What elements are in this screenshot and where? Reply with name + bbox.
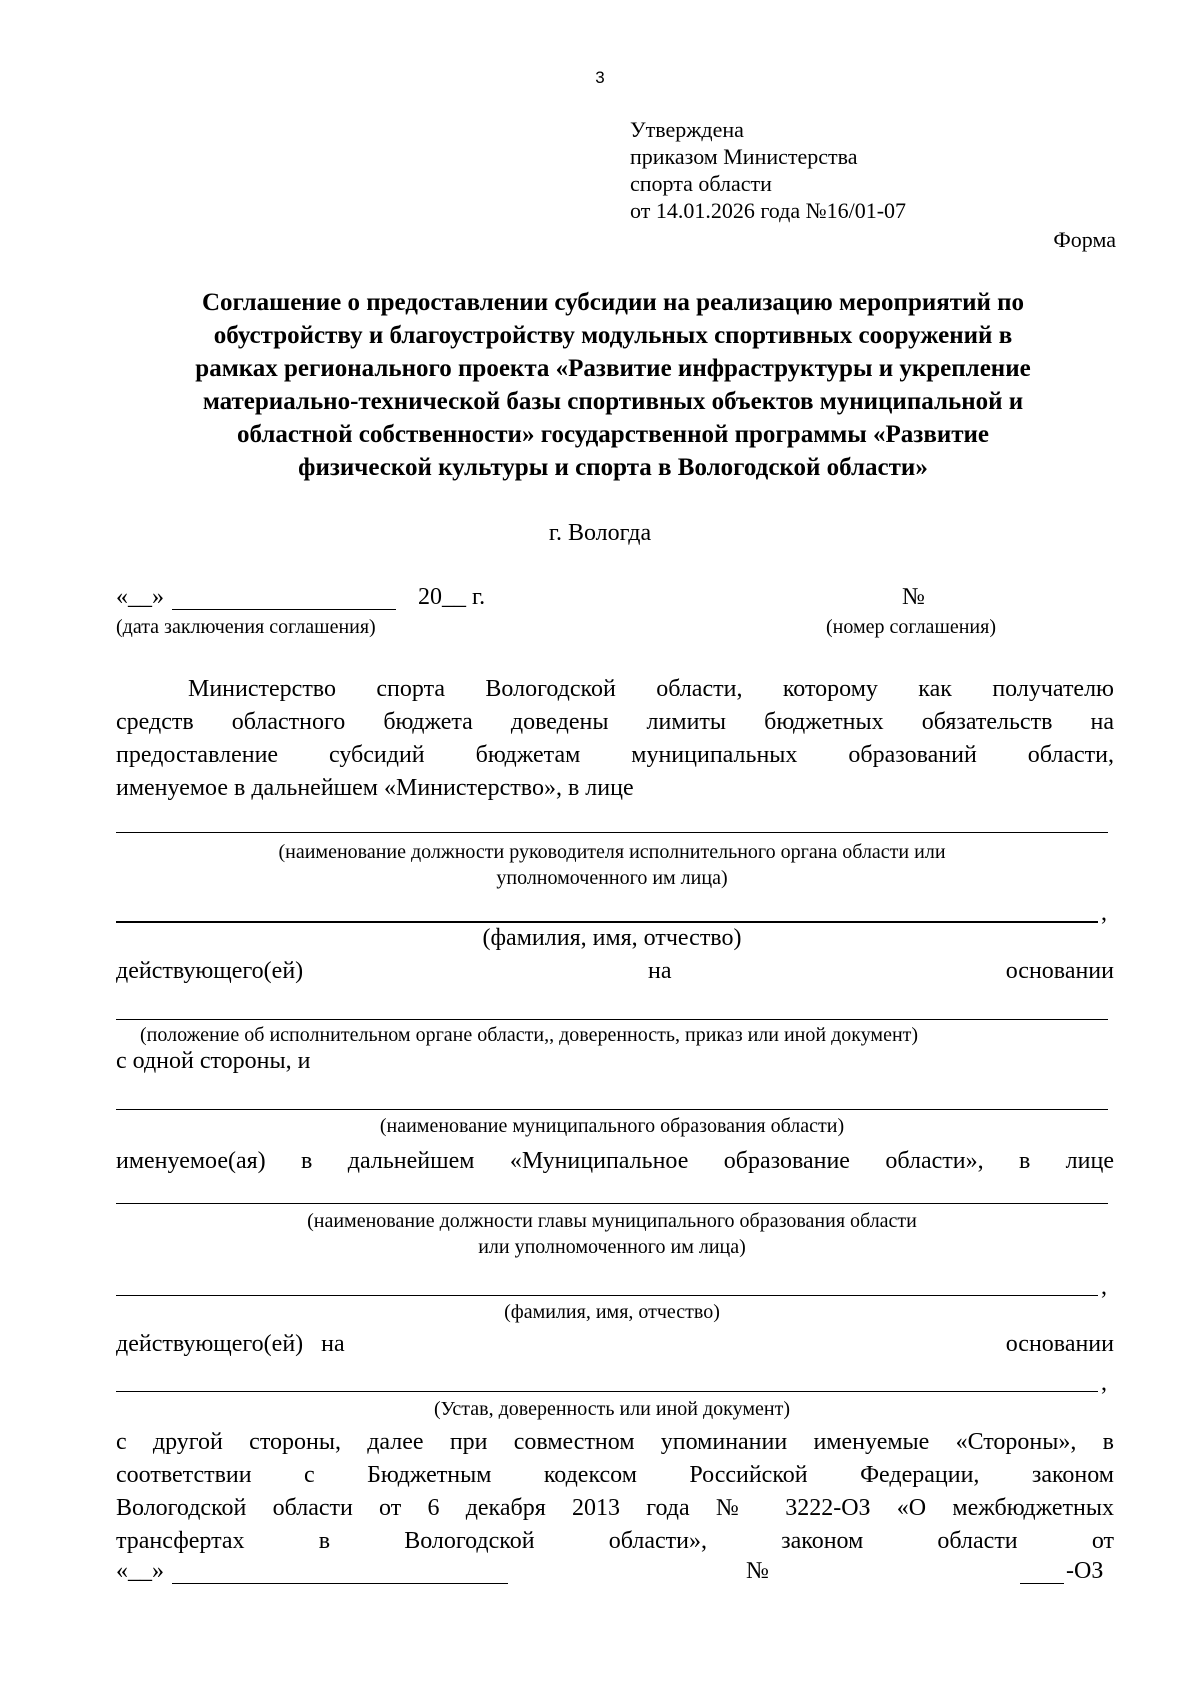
mo-basis-caption: (Устав, доверенность или иной документ) bbox=[434, 1398, 790, 1420]
date-year-field: 20__ г. bbox=[418, 584, 486, 610]
law-date-blank bbox=[172, 1583, 508, 1584]
law-suffix: -ОЗ bbox=[1066, 1558, 1104, 1584]
comma: , bbox=[1101, 1274, 1107, 1300]
agreement-number-sign: № bbox=[902, 584, 925, 610]
paragraph-line: Вологодской области от 6 декабря 2013 года № 3222-ОЗ «О межбюджетных bbox=[116, 1495, 1114, 1521]
approval-line: приказом Министерства bbox=[630, 144, 858, 169]
fio-blank-line bbox=[116, 921, 1098, 923]
law-number-blank bbox=[1020, 1583, 1064, 1584]
named-mo-paragraph bbox=[116, 1145, 1114, 1178]
municipality-blank-line bbox=[116, 1109, 1108, 1110]
intro-paragraph bbox=[116, 673, 1114, 805]
mo-fio-caption: (фамилия, имя, отчество) bbox=[504, 1301, 720, 1323]
acting-word: действующего(ей) bbox=[116, 958, 304, 984]
paragraph-line: Министерство спорта Вологодской области, которому как получателю bbox=[188, 676, 1114, 702]
date-caption: (дата заключения соглашения) bbox=[116, 616, 376, 638]
paragraph-line: именуемое в дальнейшем «Министерство», в лице bbox=[116, 775, 634, 801]
title-line: рамках регионального проекта «Развитие инфраструктуры и укрепление bbox=[195, 355, 1031, 382]
form-label: Форма bbox=[1053, 227, 1116, 252]
approval-line: спорта области bbox=[630, 171, 772, 196]
position-caption bbox=[116, 839, 1108, 891]
mo-fio-blank-line bbox=[116, 1295, 1098, 1296]
acting-word: на bbox=[648, 958, 672, 984]
title-line: материально-технической базы спортивных объектов муниципальной и bbox=[202, 388, 1024, 415]
city-name: г. Вологда bbox=[548, 520, 652, 546]
basis-blank-line bbox=[116, 1019, 1108, 1020]
basis-caption: (положение об исполнительном органе области,, доверенность, приказ или иной документ) bbox=[140, 1024, 919, 1046]
date-day-field: «__» bbox=[116, 584, 164, 610]
paragraph-line: трансфертах в Вологодской области», законом области от bbox=[116, 1528, 1114, 1554]
agreement-number-caption: (номер соглашения) bbox=[826, 616, 996, 638]
mo-position-blank-line bbox=[116, 1203, 1108, 1204]
title-line: обустройству и благоустройству модульных спортивных сооружений в bbox=[213, 322, 1013, 349]
position-blank-line bbox=[116, 832, 1108, 833]
mo-basis-blank-line bbox=[116, 1391, 1098, 1392]
comma: , bbox=[1101, 1370, 1107, 1396]
final-paragraph bbox=[116, 1426, 1114, 1558]
caption-line: уполномоченного им лица) bbox=[496, 867, 728, 889]
law-date-day: «__» bbox=[116, 1558, 164, 1584]
municipality-caption: (наименование муниципального образования области) bbox=[379, 1115, 845, 1137]
paragraph-line: соответствии с Бюджетным кодексом Российской Федерации, законом bbox=[116, 1462, 1114, 1488]
paragraph-line: предоставление субсидий бюджетам муниципальных образований области, bbox=[116, 742, 1114, 768]
acting-word: основании bbox=[1005, 958, 1114, 984]
approval-line: Утверждена bbox=[630, 117, 744, 142]
approval-line: от 14.01.2026 года №16/01-07 bbox=[630, 198, 907, 223]
law-number-sign: № bbox=[746, 1558, 769, 1584]
title-line: физической культуры и спорта в Вологодской области» bbox=[298, 454, 928, 481]
paragraph-line: именуемое(ая) в дальнейшем «Муниципальное образование области», в лице bbox=[116, 1148, 1114, 1174]
comma: , bbox=[1101, 900, 1107, 926]
title-line: Соглашение о предоставлении субсидии на реализацию мероприятий по bbox=[201, 289, 1025, 316]
document-title bbox=[112, 286, 1114, 484]
page-number: 3 bbox=[595, 68, 605, 87]
mo-position-caption bbox=[116, 1208, 1108, 1260]
paragraph-line: с другой стороны, далее при совместном упоминании именуемые «Стороны», в bbox=[116, 1429, 1114, 1455]
paragraph-line: средств областного бюджета доведены лимиты бюджетных обязательств на bbox=[116, 709, 1114, 735]
acting-word: основании bbox=[1005, 1331, 1114, 1357]
caption-line: или уполномоченного им лица) bbox=[478, 1236, 746, 1258]
date-month-blank bbox=[172, 609, 396, 610]
approval-stamp bbox=[630, 116, 906, 224]
caption-line: (наименование должности руководителя исполнительного органа области или bbox=[278, 841, 946, 863]
one-side-text: с одной стороны, и bbox=[116, 1048, 311, 1074]
fio-caption: (фамилия, имя, отчество) bbox=[482, 925, 742, 951]
acting-word: действующего(ей) на bbox=[116, 1331, 345, 1357]
caption-line: (наименование должности главы муниципального образования области bbox=[307, 1210, 917, 1232]
title-line: областной собственности» государственной программы «Развитие bbox=[236, 421, 990, 448]
